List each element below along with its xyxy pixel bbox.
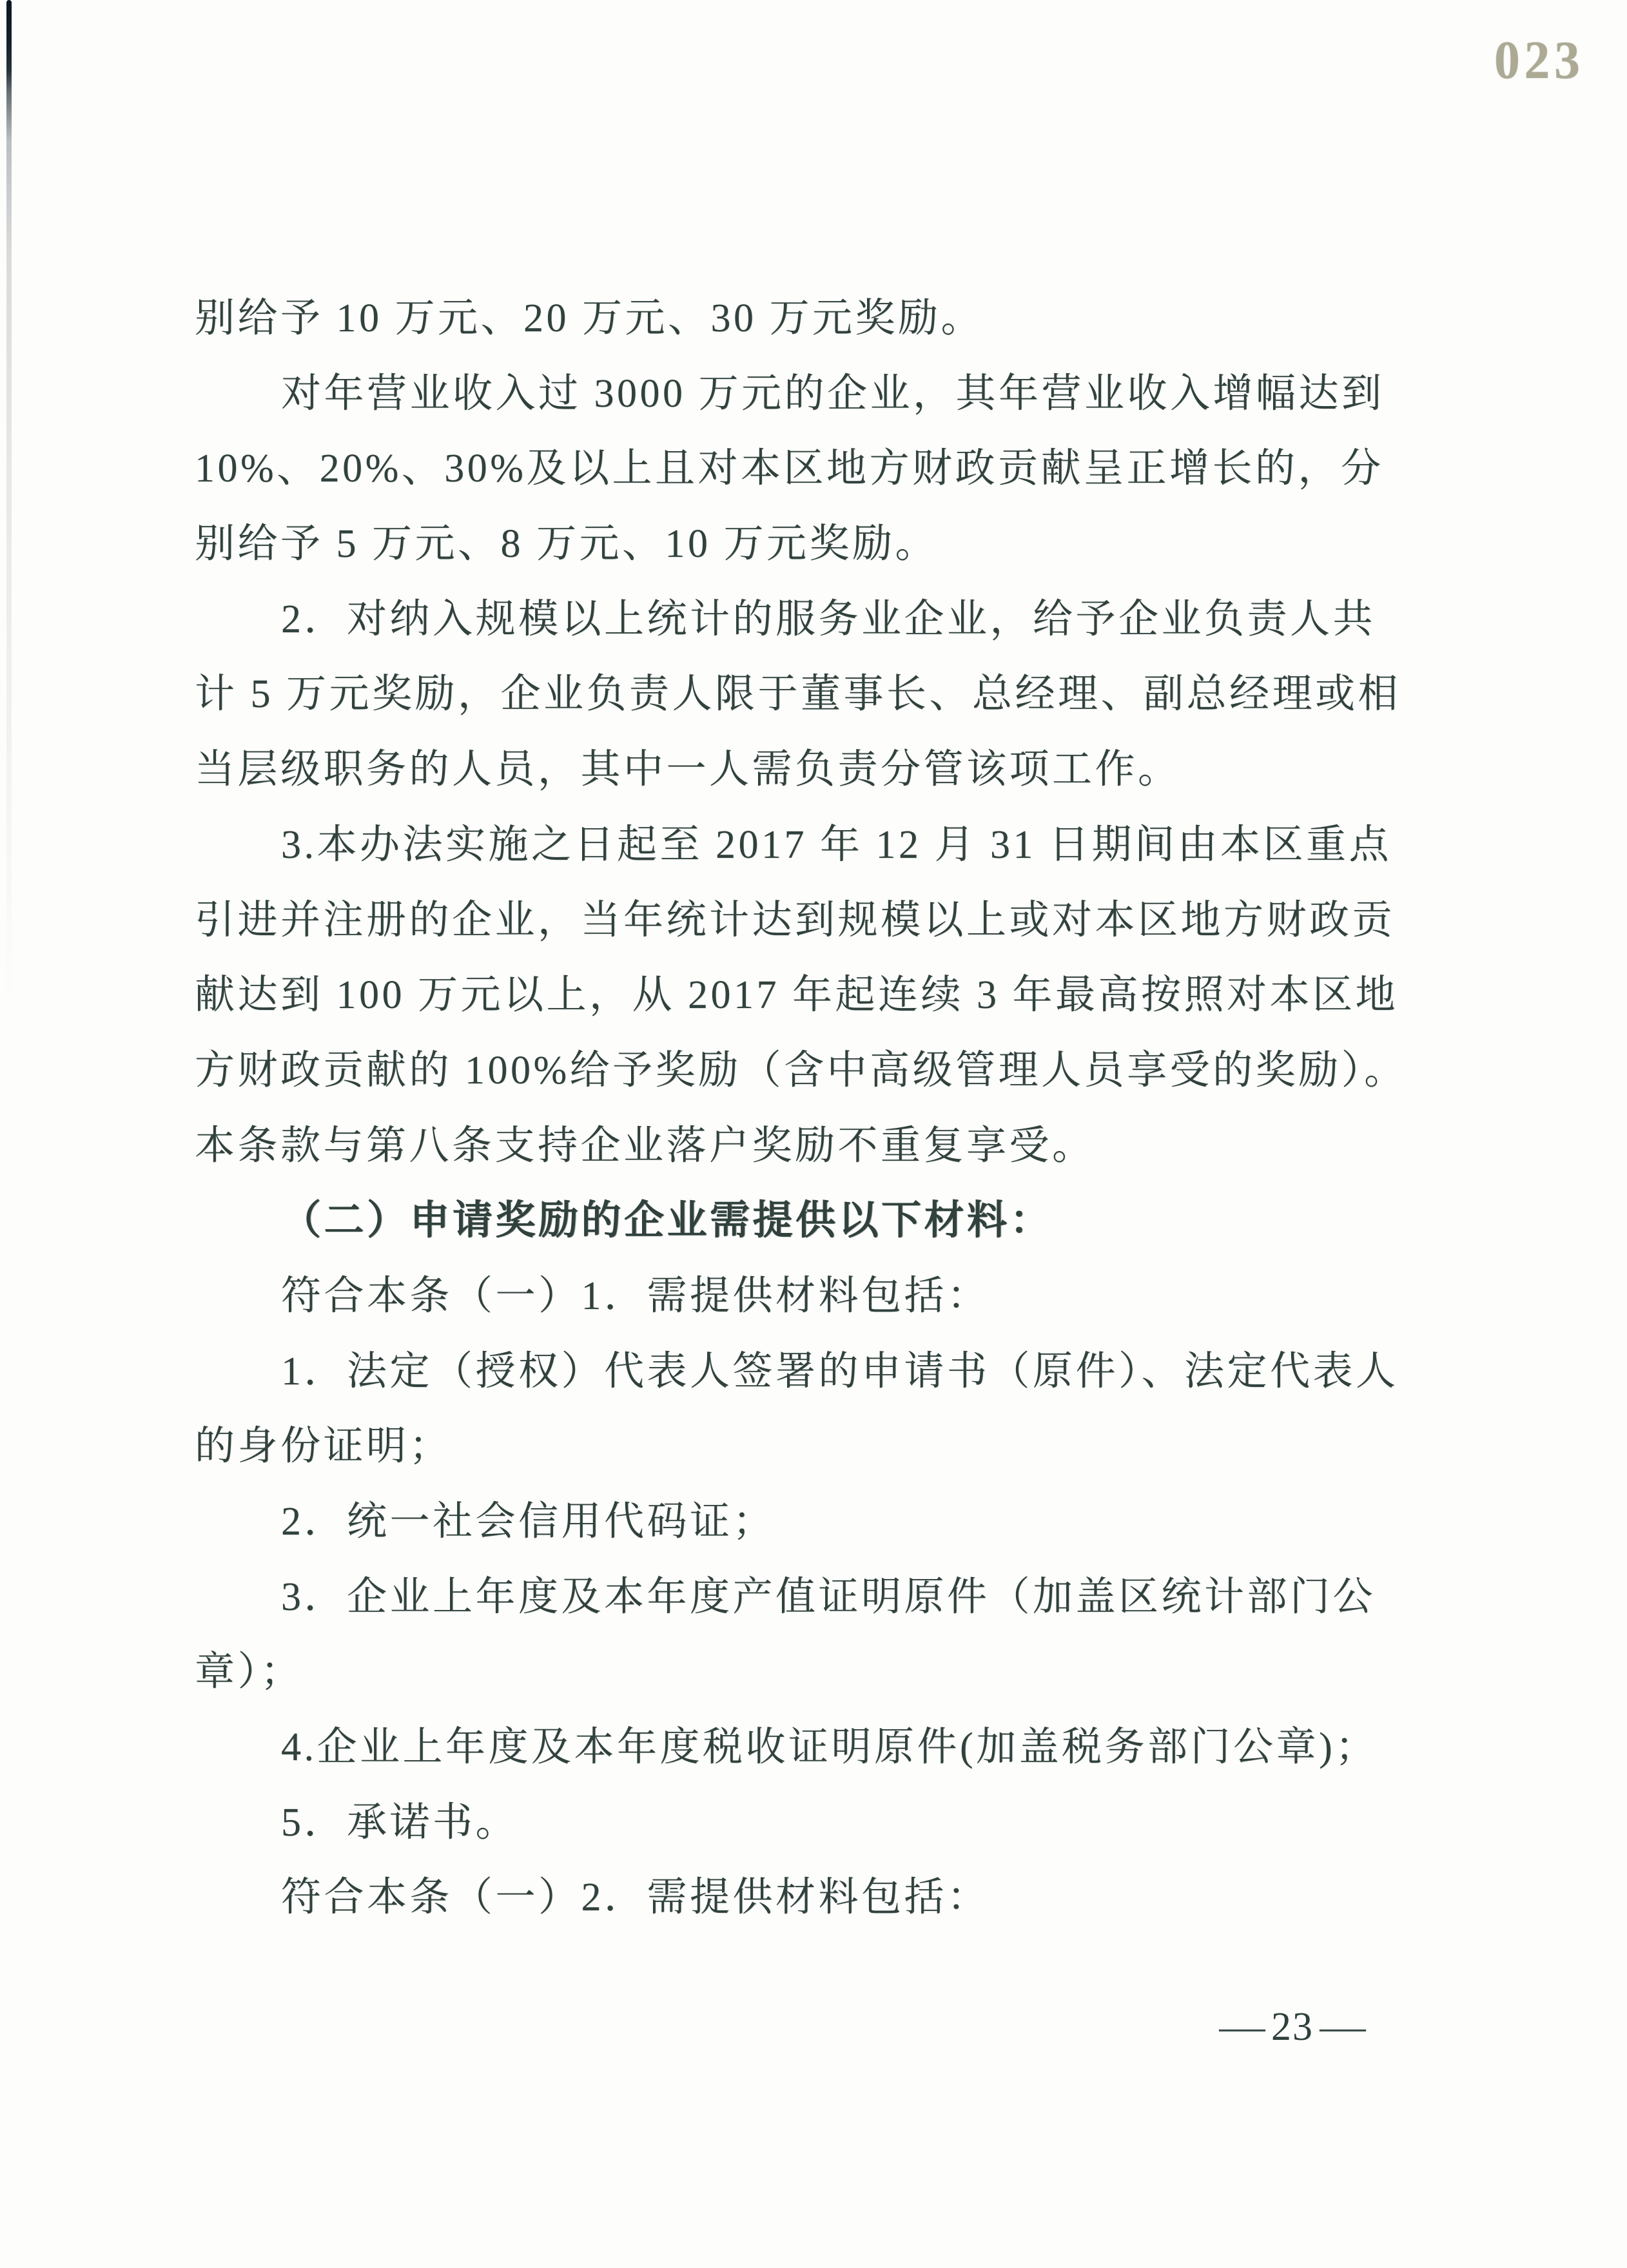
text-line: 2．统一社会信用代码证；: [281, 1500, 776, 1544]
text-line: 别给予 5 万元、8 万元、10 万元奖励。: [195, 522, 939, 567]
text-line: 章）；: [195, 1650, 304, 1694]
text-line: 献达到 100 万元以上，从 2017 年起连续 3 年最高按照对本区地: [195, 973, 1399, 1018]
text-line: 1．法定（授权）代表人签署的申请书（原件）、法定代表人: [281, 1349, 1399, 1393]
text-line: 符合本条（一）1．需提供材料包括：: [281, 1274, 990, 1318]
page-number-dash-right: —: [1320, 2004, 1366, 2049]
text-line: 的身份证明；: [195, 1424, 453, 1469]
text-line: 4.企业上年度及本年度税收证明原件(加盖税务部门公章)；: [281, 1725, 1378, 1770]
page-number: [1219, 1995, 1366, 2059]
page-number-value: 23: [1271, 2004, 1314, 2049]
text-line: 计 5 万元奖励，企业负责人限于董事长、总经理、副总经理或相: [195, 672, 1401, 717]
page-number-dash-left: —: [1219, 2004, 1265, 2049]
text-line: 3．企业上年度及本年度产值证明原件（加盖区统计部门公: [281, 1575, 1376, 1619]
text-line: 3.本办法实施之日起至 2017 年 12 月 31 日期间由本区重点: [281, 822, 1392, 867]
text-line: 2．对纳入规模以上统计的服务业企业，给予企业负责人共: [281, 597, 1376, 641]
page-stamp-number: 023: [1494, 30, 1584, 90]
text-line: 对年营业收入过 3000 万元的企业，其年营业收入增幅达到: [281, 371, 1385, 416]
text-line: 方财政贡献的 100%给予奖励（含中高级管理人员享受的奖励）。: [195, 1048, 1407, 1092]
document-body: [195, 281, 1407, 1935]
text-line: 5．承诺书。: [281, 1800, 519, 1845]
text-line: 符合本条（一）2．需提供材料包括：: [281, 1875, 990, 1920]
text-line: 当层级职务的人员，其中一人需负责分管该项工作。: [195, 748, 1181, 792]
text-line: 引进并注册的企业，当年统计达到规模以上或对本区地方财政贡: [195, 898, 1396, 942]
text-line: 本条款与第八条支持企业落户奖励不重复享受。: [195, 1123, 1095, 1168]
scan-binding-artifact: [6, 0, 12, 1005]
text-line: 10%、20%、30%及以上且对本区地方财政贡献呈正增长的，分: [195, 447, 1384, 491]
text-line: 别给予 10 万元、20 万元、30 万元奖励。: [195, 296, 984, 340]
section-heading: （二）申请奖励的企业需提供以下材料：: [281, 1199, 1053, 1243]
